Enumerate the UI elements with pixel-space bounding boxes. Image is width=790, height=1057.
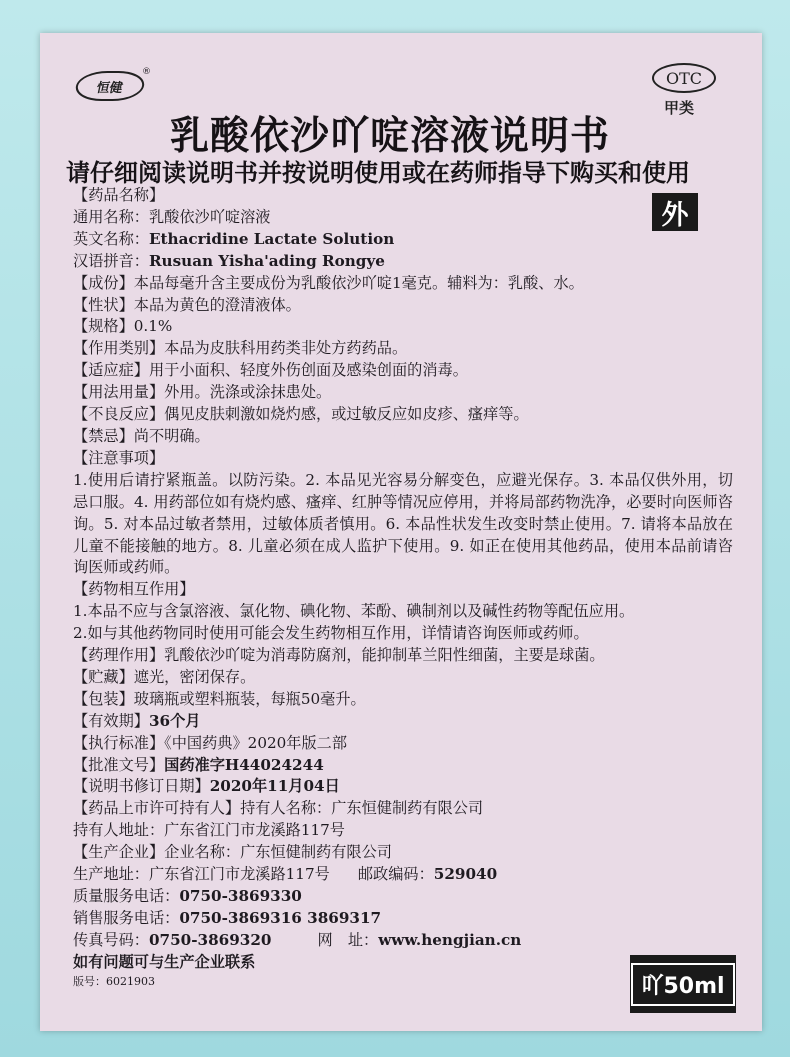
category-row: 【作用类别】本品为皮肤科用药类非处方药药品。 <box>73 339 408 358</box>
manufacturer-row: 【生产企业】企业名称：广东恒健制药有限公司 <box>73 843 392 862</box>
fax-web-row: 传真号码：0750-3869320 网 址：www.hengjian.cn <box>73 930 522 949</box>
otc-class-label: 甲类 <box>664 99 695 117</box>
volume-badge <box>630 955 736 1013</box>
package-row: 【包装】玻璃瓶或塑料瓶装，每瓶50毫升。 <box>73 689 366 708</box>
volume-badge-text: 吖50ml <box>631 963 734 1006</box>
interaction-item-2: 2.如与其他药物同时使用可能会发生药物相互作用，详情请咨询医师或药师。 <box>73 624 589 643</box>
drug-name-heading: 【药品名称】 <box>73 186 165 204</box>
validity-row: 【有效期】36个月 <box>73 711 201 730</box>
quality-phone-row: 质量服务电话：0750-3869330 <box>73 887 302 905</box>
adverse-row: 【不良反应】偶见皮肤刺激如烧灼感，或过敏反应如皮疹、瘙痒等。 <box>73 405 529 424</box>
indication-row: 【适应症】用于小面积、轻度外伤创面及感染创面的消毒。 <box>73 361 468 380</box>
pinyin-row: 汉语拼音：Rusuan Yisha'ading Rongye <box>73 251 385 270</box>
leaflet-content <box>73 185 733 990</box>
holder-row: 【药品上市许可持有人】持有人名称：广东恒健制药有限公司 <box>73 799 484 818</box>
external-use-badge: 外 <box>652 193 698 231</box>
manufacturer-address-row: 生产地址：广东省江门市龙溪路117号 邮政编码：529040 <box>73 865 498 884</box>
character-row: 【性状】本品为黄色的澄清液体。 <box>73 295 301 314</box>
otc-badge: OTC <box>652 63 716 93</box>
reading-notice: 请仔细阅读说明书并按说明使用或在药师指导下购买和使用 <box>66 159 690 187</box>
interaction-item-1: 1.本品不应与含氯溶液、氯化物、碘化物、苯酚、碘制剂以及碱性药物等配伍应用。 <box>73 602 635 621</box>
brand-logo <box>73 71 147 101</box>
caution-heading: 【注意事项】 <box>73 448 165 467</box>
holder-address-row: 持有人地址：广东省江门市龙溪路117号 <box>73 821 345 840</box>
revision-row: 【说明书修订日期】2020年11月04日 <box>73 777 340 796</box>
standard-row: 【执行标准】《中国药典》2020年版二部 <box>73 733 348 752</box>
registered-mark: ® <box>142 67 151 77</box>
storage-row: 【贮藏】遮光，密闭保存。 <box>73 667 256 686</box>
contact-note: 如有问题可与生产企业联系 <box>73 952 256 971</box>
generic-name-row: 通用名称：乳酸依沙吖啶溶液 <box>73 207 271 226</box>
usage-row: 【用法用量】外用。洗涤或涂抹患处。 <box>73 383 332 402</box>
composition-row: 【成份】本品每毫升含主要成份为乳酸依沙吖啶1毫克。辅料为：乳酸、水。 <box>73 273 584 292</box>
contraindication-row: 【禁忌】尚不明确。 <box>73 426 210 445</box>
pharmacology-row: 【药理作用】乳酸依沙吖啶为消毒防腐剂，能抑制革兰阳性细菌，主要是球菌。 <box>73 646 605 665</box>
version-number: 版号：6021903 <box>73 974 155 988</box>
caution-text: 1.使用后请拧紧瓶盖。以防污染。2. 本品见光容易分解变色，应避光保存。3. 本品仅供外用，切忌口服。4. 用药部位如有烧灼感、瘙痒、红肿等情况应停用，并将局部药物洗净，必要时向医师咨询。5. 对本品过敏者禁用，过敏体质者慎用。6. 本品性状发生改变时禁止使用。7. 请将本品放在儿童不能接触的地方。8. 儿童必须在成人监护下使用。9. 如正在使用其他药品，使用本品前请咨询医师或药师。 <box>73 470 733 577</box>
interaction-heading: 【药物相互作用】 <box>73 580 195 599</box>
page-title: 乳酸依沙吖啶溶液说明书 <box>169 114 610 159</box>
leaflet-sheet <box>40 33 762 1031</box>
spec-row: 【规格】0.1% <box>73 317 173 336</box>
sales-phone-row: 销售服务电话：0750-3869316 3869317 <box>73 908 382 927</box>
english-name-row: 英文名称：Ethacridine Lactate Solution <box>73 229 395 248</box>
brand-logo-text: 恒健 <box>94 80 125 96</box>
approval-row: 【批准文号】国药准字H44024244 <box>73 755 324 774</box>
